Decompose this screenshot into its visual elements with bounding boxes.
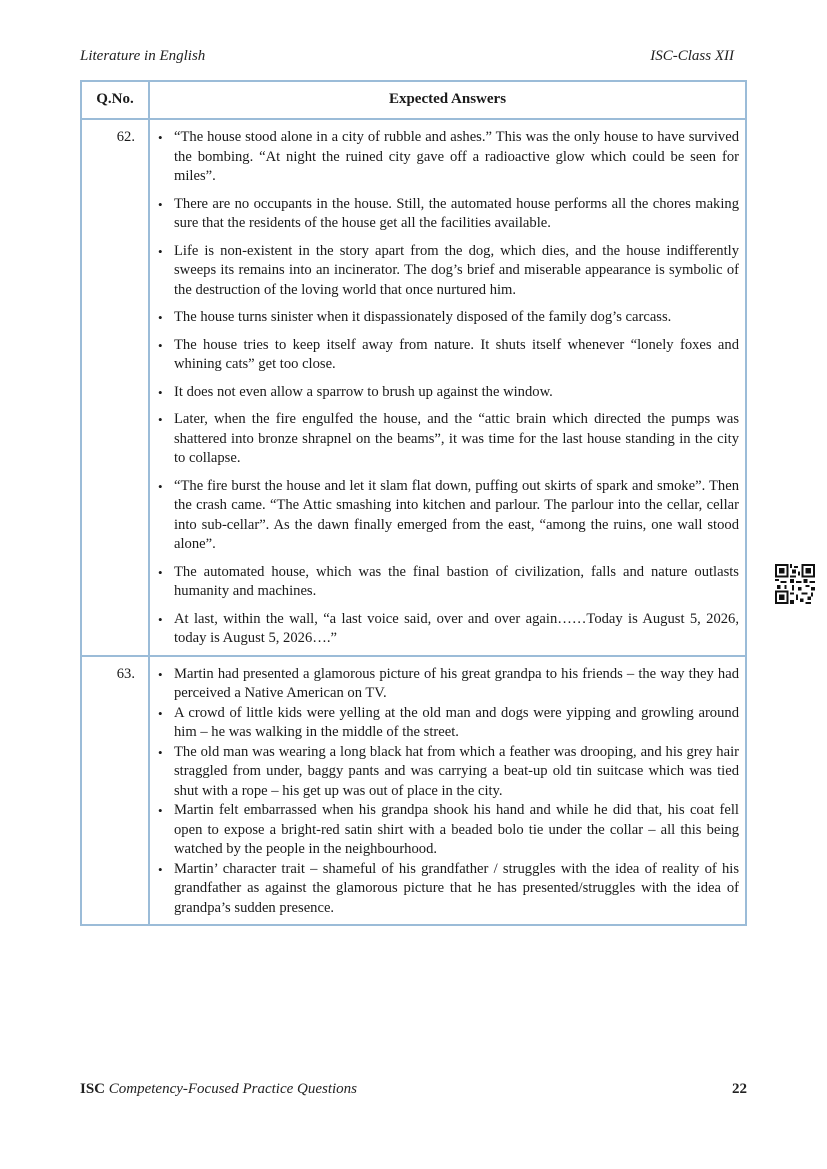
list-item: • “The house stood alone in a city of rubble and ashes.” This was the only house to have survived the bombing. “At night the ruined city gave off a radioactive glow which could be seen for miles”. <box>156 128 739 187</box>
list-item: • Martin had presented a glamorous picture of his great grandpa to his friends – the way they had perceived a Native American on TV. <box>156 665 739 704</box>
answer-cell <box>149 119 746 656</box>
footer-subtitle: Competency-Focused Practice Questions <box>108 1081 358 1097</box>
list-item: • It does not even allow a sparrow to brush up against the window. <box>156 383 739 403</box>
answers-header: Expected Answers <box>149 81 746 119</box>
footer-title <box>80 1081 357 1098</box>
list-item: • A crowd of little kids were yelling at the old man and dogs were yipping and growling around him – he was walking in the middle of the street. <box>156 704 739 743</box>
list-item: • At last, within the wall, “a last voice said, over and over again……Today is August 5, 2026, today is August 5, 2026….” <box>156 610 739 649</box>
question-number: 62. <box>81 119 149 656</box>
table-header-row <box>81 81 746 119</box>
question-number: 63. <box>81 656 149 926</box>
list-item: • Later, when the fire engulfed the house, and the “attic brain which directed the pumps was shattered into bronze shrapnel on the beams”, it was time for the last house standing in the city to collapse. <box>156 410 739 469</box>
table-row <box>81 656 746 926</box>
footer-brand: ISC <box>80 1081 106 1097</box>
list-item: • The automated house, which was the final bastion of civilization, falls and nature outlasts humanity and machines. <box>156 563 739 602</box>
list-item: • The old man was wearing a long black hat from which a feather was drooping, and his grey hair straggled from under, baggy pants and was carrying a beat-up old tin suitcase which was tied shut with a rope – his get up was out of place in the city. <box>156 743 739 802</box>
table-row <box>81 119 746 656</box>
running-header <box>80 48 734 68</box>
subject-title: Literature in English <box>80 48 206 64</box>
qr-code-icon[interactable] <box>775 564 815 604</box>
qno-header: Q.No. <box>81 81 149 119</box>
page-number: 22 <box>732 1081 747 1097</box>
answer-cell <box>149 656 746 926</box>
answers-table <box>80 80 747 926</box>
answer-list <box>156 128 739 649</box>
list-item: • “The fire burst the house and let it slam flat down, puffing out skirts of spark and smoke”. Then the crash came. “The Attic smashing into kitchen and parlour. The parlour into the cellar, cellar into sub-cellar”. As the dawn finally emerged from the east, “among the ruins, one wall stood alone”. <box>156 477 739 555</box>
page-footer <box>80 1081 747 1101</box>
list-item: • Martin’ character trait – shameful of his grandfather / struggles with the idea of reality of his grandfather as against the glamorous picture that he has presented/struggles with the idea of grandpa’s sudden presence. <box>156 860 739 919</box>
list-item: • The house turns sinister when it dispassionately disposed of the family dog’s carcass. <box>156 308 739 328</box>
list-item: • There are no occupants in the house. Still, the automated house performs all the chores making sure that the residents of the house get all the facilities available. <box>156 195 739 234</box>
list-item: • Martin felt embarrassed when his grandpa shook his hand and while he did that, his coat fell open to expose a bright-red satin shirt with a beaded bolo tie under the collar – all this being watched by the people in the neighbourhood. <box>156 801 739 860</box>
list-item: • Life is non-existent in the story apart from the dog, which dies, and the house indifferently sweeps its remains into an incinerator. The dog’s brief and miserable appearance is symbolic of the destruction of the loving world that once nurtured him. <box>156 242 739 301</box>
list-item: • The house tries to keep itself away from nature. It shuts itself whenever “lonely foxes and whining cats” get too close. <box>156 336 739 375</box>
answer-list <box>156 665 739 919</box>
class-title: ISC-Class XII <box>650 48 734 64</box>
